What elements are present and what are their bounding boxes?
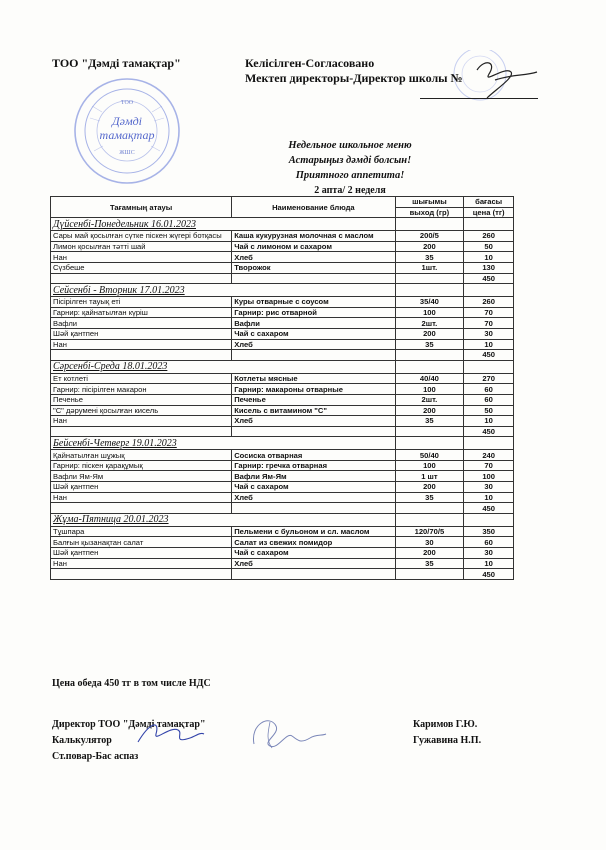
menu-greeting-ru: Приятного аппетита!	[295, 170, 405, 181]
dish-price: 10	[464, 416, 514, 427]
empty-cell	[395, 273, 464, 284]
dish-name-ru: Чай с сахаром	[232, 548, 395, 559]
table-row	[51, 471, 514, 482]
day-total-row	[51, 273, 514, 284]
dish-name-kz: Шәй қантпен	[51, 328, 232, 339]
day-total: 450	[464, 569, 514, 580]
empty-cell	[464, 513, 514, 526]
table-row	[51, 384, 514, 395]
day-total-row	[51, 350, 514, 361]
day-total: 450	[464, 273, 514, 284]
table-row	[51, 373, 514, 384]
day-title: Сәрсенбі-Среда 18.01.2023	[51, 360, 396, 373]
dish-price: 100	[464, 471, 514, 482]
dish-name-kz: Қайнатылған шұжық	[51, 450, 232, 461]
empty-cell	[232, 350, 395, 361]
day-header-row	[51, 360, 514, 373]
day-total: 450	[464, 350, 514, 361]
dish-output: 100	[395, 384, 464, 395]
dish-price: 60	[464, 537, 514, 548]
weekly-menu-table	[50, 196, 514, 580]
dish-price: 10	[464, 339, 514, 350]
table-row	[51, 492, 514, 503]
dish-name-ru: Каша кукурузная молочная с маслом	[232, 231, 395, 242]
column-header-price-kz: бағасы	[464, 197, 514, 208]
table-row	[51, 460, 514, 471]
dish-name-ru: Чай с лимоном и сахаром	[232, 241, 395, 252]
dish-output: 200	[395, 241, 464, 252]
table-row	[51, 318, 514, 329]
empty-cell	[464, 360, 514, 373]
table-row	[51, 394, 514, 405]
empty-cell	[232, 273, 395, 284]
table-row	[51, 537, 514, 548]
dish-price: 70	[464, 318, 514, 329]
company-stamp	[72, 76, 182, 186]
dish-price: 10	[464, 252, 514, 263]
empty-cell	[464, 284, 514, 297]
table-row	[51, 297, 514, 308]
footer-chef-title: Ст.повар-Бас аспаз	[52, 751, 139, 762]
dish-output: 35/40	[395, 297, 464, 308]
dish-name-ru: Куры отварные с соусом	[232, 297, 395, 308]
table-row	[51, 482, 514, 493]
week-label: 2 апта/ 2 неделя	[314, 185, 386, 196]
menu-title: Недельное школьное меню	[288, 140, 412, 151]
dish-output: 100	[395, 307, 464, 318]
table-row	[51, 328, 514, 339]
dish-output: 35	[395, 252, 464, 263]
dish-name-ru: Печенье	[232, 394, 395, 405]
day-total: 450	[464, 426, 514, 437]
dish-output: 50/40	[395, 450, 464, 461]
dish-price: 50	[464, 405, 514, 416]
dish-name-kz: Нан	[51, 416, 232, 427]
dish-name-kz: Сары май қосылған сүтке піскен жүгері ботқасы	[51, 231, 232, 242]
empty-cell	[51, 503, 232, 514]
company-name: ТОО "Дәмді тамақтар"	[52, 56, 181, 70]
empty-cell	[395, 503, 464, 514]
dish-name-kz: Печенье	[51, 394, 232, 405]
dish-output: 200	[395, 328, 464, 339]
dish-name-ru: Хлеб	[232, 492, 395, 503]
empty-cell	[464, 218, 514, 231]
table-row	[51, 241, 514, 252]
day-title: Жұма-Пятница 20.01.2023	[51, 513, 396, 526]
dish-name-kz: Шәй қантпен	[51, 482, 232, 493]
column-header-output-kz: шығымы	[395, 197, 464, 208]
footer-accountant-name: Гужавина Н.П.	[413, 735, 482, 746]
table-row	[51, 231, 514, 242]
dish-name-ru: Сосиска отварная	[232, 450, 395, 461]
day-title: Бейсенбі-Четверг 19.01.2023	[51, 437, 396, 450]
dish-name-kz: Нан	[51, 339, 232, 350]
accountant-signature-icon	[130, 712, 210, 752]
empty-cell	[395, 569, 464, 580]
table-row	[51, 252, 514, 263]
table-row	[51, 548, 514, 559]
dish-name-kz: Гарнир: піскен қарақұмық	[51, 460, 232, 471]
dish-price: 60	[464, 394, 514, 405]
dish-name-ru: Хлеб	[232, 339, 395, 350]
empty-cell	[395, 513, 464, 526]
dish-price: 30	[464, 328, 514, 339]
stamp-top-text: ТОО	[120, 100, 134, 106]
empty-cell	[51, 569, 232, 580]
table-row	[51, 307, 514, 318]
empty-cell	[232, 503, 395, 514]
director-footer-signature-icon	[240, 708, 330, 758]
day-title: Сейсенбі - Вторник 17.01.2023	[51, 284, 396, 297]
dish-name-ru: Чай с сахаром	[232, 328, 395, 339]
column-header-price-ru: цена (тг)	[464, 207, 514, 218]
dish-output: 1 шт	[395, 471, 464, 482]
dish-output: 2шт.	[395, 318, 464, 329]
empty-cell	[395, 350, 464, 361]
director-approval-line: Мектеп директоры-Директор школы №	[245, 71, 463, 85]
dish-name-kz: Лимон қосылған тәтті шай	[51, 241, 232, 252]
dish-output: 35	[395, 416, 464, 427]
empty-cell	[51, 350, 232, 361]
approval-heading: Келісілген-Согласовано	[245, 56, 375, 70]
dish-price: 70	[464, 460, 514, 471]
dish-price: 70	[464, 307, 514, 318]
dish-output: 200/5	[395, 231, 464, 242]
dish-price: 270	[464, 373, 514, 384]
dish-name-kz: Нан	[51, 492, 232, 503]
dish-output: 120/70/5	[395, 526, 464, 537]
empty-cell	[464, 437, 514, 450]
dish-name-kz: Тұшпара	[51, 526, 232, 537]
empty-cell	[395, 360, 464, 373]
dish-name-ru: Хлеб	[232, 416, 395, 427]
column-header-output-ru: выход (гр)	[395, 207, 464, 218]
dish-output: 35	[395, 558, 464, 569]
dish-name-ru: Котлеты мясные	[232, 373, 395, 384]
dish-name-kz: Нан	[51, 252, 232, 263]
day-header-row	[51, 284, 514, 297]
dish-name-ru: Чай с сахаром	[232, 482, 395, 493]
dish-name-kz: Гарнир: пісірілген макарон	[51, 384, 232, 395]
day-title: Дүйсенбі-Понедельник 16.01.2023	[51, 218, 396, 231]
dish-name-kz: Вафли Ям-Ям	[51, 471, 232, 482]
dish-name-kz: "С" дәрумені қосылған кисель	[51, 405, 232, 416]
dish-price: 260	[464, 297, 514, 308]
empty-cell	[51, 426, 232, 437]
day-total-row	[51, 503, 514, 514]
dish-name-kz: Сүзбеше	[51, 262, 232, 273]
dish-name-kz: Нан	[51, 558, 232, 569]
stamp-name-2: тамақтар	[99, 128, 155, 142]
dish-price: 30	[464, 548, 514, 559]
empty-cell	[395, 437, 464, 450]
dish-name-kz: Балғын қызанақтан салат	[51, 537, 232, 548]
stamp-bottom-text: ЖШС	[119, 150, 135, 156]
empty-cell	[232, 426, 395, 437]
day-header-row	[51, 513, 514, 526]
dish-price: 60	[464, 384, 514, 395]
empty-cell	[232, 569, 395, 580]
dish-output: 200	[395, 548, 464, 559]
dish-price: 350	[464, 526, 514, 537]
dish-price: 10	[464, 492, 514, 503]
dish-name-kz: Пісірілген тауық еті	[51, 297, 232, 308]
day-total-row	[51, 426, 514, 437]
table-row	[51, 339, 514, 350]
table-row	[51, 416, 514, 427]
dish-name-kz: Гарнир: қайнатылған күріш	[51, 307, 232, 318]
table-row	[51, 262, 514, 273]
dish-name-ru: Вафли Ям-Ям	[232, 471, 395, 482]
dish-name-kz: Шәй қантпен	[51, 548, 232, 559]
price-note: Цена обеда 450 тг в том числе НДС	[52, 678, 211, 689]
dish-name-kz: Вафли	[51, 318, 232, 329]
dish-name-ru: Гарнир: макароны отварные	[232, 384, 395, 395]
dish-price: 130	[464, 262, 514, 273]
day-header-row	[51, 218, 514, 231]
dish-output: 35	[395, 339, 464, 350]
dish-name-ru: Гарнир: рис отварной	[232, 307, 395, 318]
dish-price: 260	[464, 231, 514, 242]
dish-name-ru: Вафли	[232, 318, 395, 329]
dish-name-ru: Салат из свежих помидор	[232, 537, 395, 548]
table-row	[51, 450, 514, 461]
dish-output: 200	[395, 405, 464, 416]
dish-price: 30	[464, 482, 514, 493]
dish-name-ru: Гарнир: гречка отварная	[232, 460, 395, 471]
dish-output: 30	[395, 537, 464, 548]
dish-name-ru: Кисель с витамином "С"	[232, 405, 395, 416]
signature-line	[420, 98, 538, 99]
column-header-kz: Тағамның атауы	[51, 197, 232, 218]
empty-cell	[395, 426, 464, 437]
dish-name-kz: Ет котлеті	[51, 373, 232, 384]
empty-cell	[395, 284, 464, 297]
day-total-row	[51, 569, 514, 580]
dish-price: 10	[464, 558, 514, 569]
dish-name-ru: Хлеб	[232, 558, 395, 569]
dish-name-ru: Пельмени с бульоном и сл. маслом	[232, 526, 395, 537]
dish-output: 40/40	[395, 373, 464, 384]
dish-output: 35	[395, 492, 464, 503]
footer-accountant-title: Калькулятор	[52, 735, 112, 746]
menu-greeting-kz: Астарыңыз дәмді болсын!	[288, 155, 412, 166]
dish-output: 1шт.	[395, 262, 464, 273]
footer-director-title: Директор ТОО "Дәмді тамақтар"	[52, 719, 206, 730]
empty-cell	[51, 273, 232, 284]
dish-name-ru: Творожок	[232, 262, 395, 273]
column-header-ru: Наименование блюда	[232, 197, 395, 218]
footer-director-name: Каримов Г.Ю.	[413, 719, 478, 730]
table-row	[51, 405, 514, 416]
dish-output: 200	[395, 482, 464, 493]
day-header-row	[51, 437, 514, 450]
dish-price: 240	[464, 450, 514, 461]
dish-name-ru: Хлеб	[232, 252, 395, 263]
stamp-name-1: Дәмді	[111, 114, 143, 128]
table-row	[51, 526, 514, 537]
dish-price: 50	[464, 241, 514, 252]
day-total: 450	[464, 503, 514, 514]
table-row	[51, 558, 514, 569]
dish-output: 100	[395, 460, 464, 471]
menu-body	[51, 218, 514, 580]
empty-cell	[395, 218, 464, 231]
dish-output: 2шт.	[395, 394, 464, 405]
